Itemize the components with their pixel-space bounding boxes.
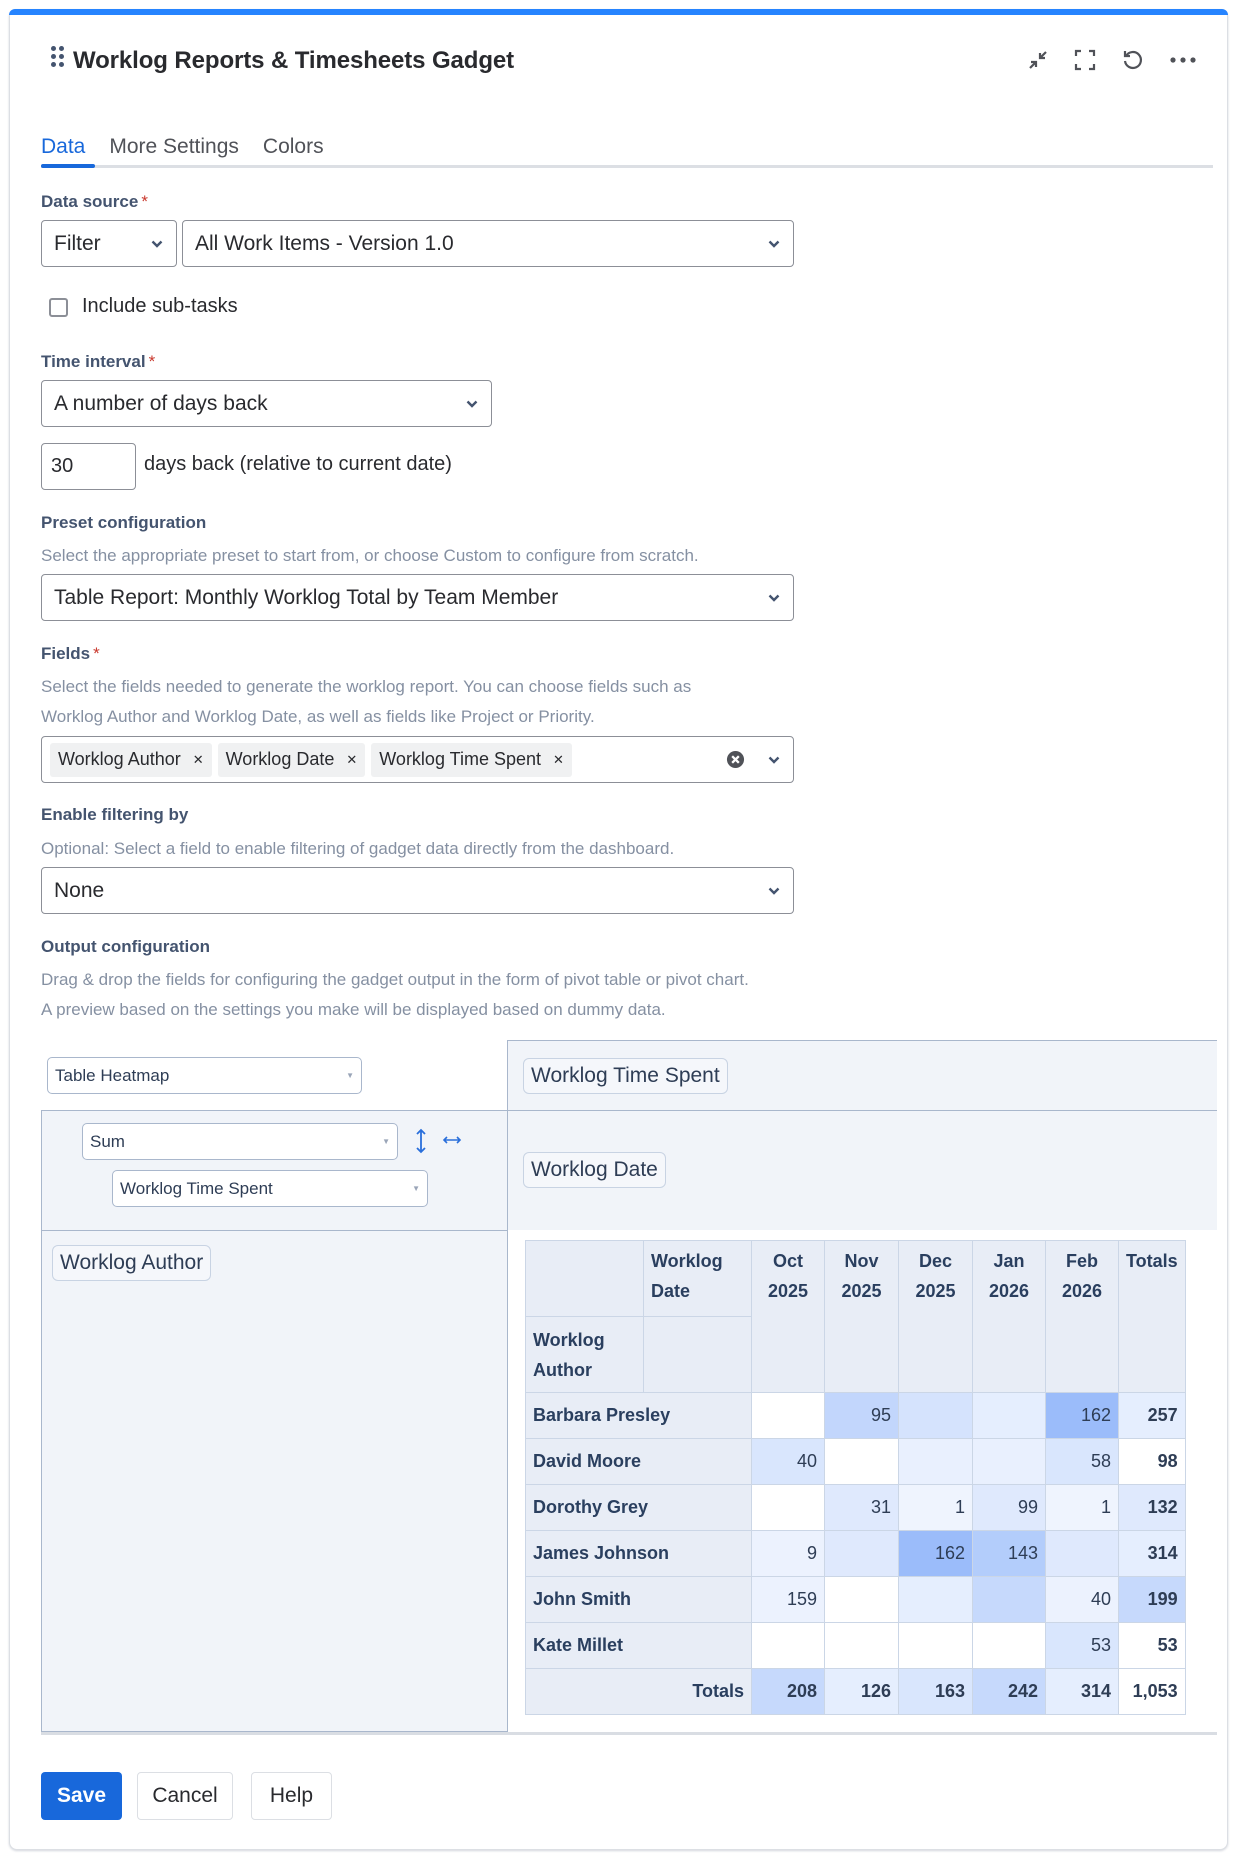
heatmap-cell xyxy=(825,1623,899,1669)
heatmap-cell: 162 xyxy=(1046,1393,1119,1439)
row-order-toggle[interactable] xyxy=(414,1127,428,1162)
filter-value: All Work Items - Version 1.0 xyxy=(195,231,454,255)
days-back-suffix: days back (relative to current date) xyxy=(144,453,452,475)
selected-fields xyxy=(50,743,726,777)
heatmap-cell: 162 xyxy=(899,1531,973,1577)
remove-tag-icon[interactable]: ✕ xyxy=(192,751,204,767)
column-fields-area xyxy=(507,1110,1217,1231)
heatmap-cell xyxy=(1046,1531,1119,1577)
chevron-down-icon xyxy=(150,237,164,251)
row-total-cell: 132 xyxy=(1119,1485,1186,1531)
card-accent-bar xyxy=(9,9,1228,15)
row-header: James Johnson xyxy=(526,1531,752,1577)
chevron-down-icon xyxy=(767,753,781,767)
chevron-down-icon xyxy=(767,884,781,898)
column-field-chip[interactable]: Worklog Date xyxy=(523,1152,666,1188)
preset-select[interactable] xyxy=(41,574,794,621)
filtering-label: Enable filtering by xyxy=(41,805,189,824)
table-row xyxy=(526,1531,1186,1577)
data-source-type-select[interactable] xyxy=(41,220,177,267)
heatmap-cell: 95 xyxy=(825,1393,899,1439)
heatmap-cell xyxy=(899,1439,973,1485)
tab-colors[interactable]: Colors xyxy=(262,135,324,158)
refresh-button[interactable] xyxy=(1120,47,1146,73)
heatmap-cell xyxy=(825,1531,899,1577)
refresh-icon xyxy=(1121,48,1145,72)
field-tag-worklog-date: Worklog Date ✕ xyxy=(218,743,366,777)
heatmap-cell xyxy=(973,1393,1046,1439)
chevron-down-icon xyxy=(465,397,479,411)
output-config-description-2: A preview based on the settings you make will be displayed based on dummy data. xyxy=(41,1000,666,1019)
heatmap-cell: 9 xyxy=(752,1531,825,1577)
row-header: John Smith xyxy=(526,1577,752,1623)
totals-col-header: Totals xyxy=(1119,1241,1186,1393)
empty-header-cell xyxy=(644,1317,752,1393)
row-attr-label: Worklog Author xyxy=(526,1317,644,1393)
data-source-label: Data source * xyxy=(41,192,148,211)
save-button[interactable]: Save xyxy=(41,1772,122,1820)
heatmap-cell: 143 xyxy=(973,1531,1046,1577)
triangle-down-icon: ▼ xyxy=(382,1137,390,1146)
time-interval-select[interactable] xyxy=(41,380,492,427)
heatmap-cell xyxy=(899,1393,973,1439)
pivot-output-area xyxy=(507,1230,1217,1732)
filtering-value: None xyxy=(54,878,105,902)
heatmap-cell: 159 xyxy=(752,1577,825,1623)
output-config-label: Output configuration xyxy=(41,937,211,956)
col-total-cell: 163 xyxy=(899,1669,973,1715)
heatmap-cell: 1 xyxy=(1046,1485,1119,1531)
filtering-select[interactable] xyxy=(41,867,794,914)
row-header: Kate Millet xyxy=(526,1623,752,1669)
col-attr-label: Worklog Date xyxy=(644,1241,752,1317)
pivot-body xyxy=(526,1393,1186,1715)
grand-total-cell: 1,053 xyxy=(1119,1669,1186,1715)
cancel-button[interactable]: Cancel xyxy=(137,1772,233,1820)
remove-tag-icon[interactable]: ✕ xyxy=(346,751,358,767)
gadget-card xyxy=(9,9,1228,1850)
col-total-cell: 242 xyxy=(973,1669,1046,1715)
heatmap-cell xyxy=(752,1623,825,1669)
include-subtasks-label: Include sub-tasks xyxy=(82,295,238,317)
col-header: Oct 2025 xyxy=(752,1241,825,1393)
fullscreen-icon xyxy=(1074,49,1096,71)
row-header: Dorothy Grey xyxy=(526,1485,752,1531)
time-interval-value: A number of days back xyxy=(54,391,268,415)
field-tag-worklog-time-spent: Worklog Time Spent ✕ xyxy=(371,743,572,777)
row-total-cell: 98 xyxy=(1119,1439,1186,1485)
output-config-description-1: Drag & drop the fields for configuring the gadget output in the form of pivot table or pivot chart. xyxy=(41,970,749,989)
heatmap-cell: 1 xyxy=(899,1485,973,1531)
tab-bar xyxy=(41,133,348,161)
row-total-cell: 53 xyxy=(1119,1623,1186,1669)
fields-multiselect[interactable] xyxy=(41,736,794,783)
heatmap-cell xyxy=(973,1439,1046,1485)
col-header: Jan 2026 xyxy=(973,1241,1046,1393)
drag-handle-icon[interactable] xyxy=(51,46,65,68)
heatmap-cell: 40 xyxy=(752,1439,825,1485)
table-row xyxy=(526,1393,1186,1439)
active-tab-indicator xyxy=(41,164,95,168)
clear-all-icon[interactable] xyxy=(726,750,745,769)
preset-value: Table Report: Monthly Worklog Total by Team Member xyxy=(54,585,559,609)
data-source-type-value: Filter xyxy=(54,231,101,255)
tab-divider xyxy=(41,165,1213,168)
heatmap-cell xyxy=(752,1485,825,1531)
row-total-cell: 199 xyxy=(1119,1577,1186,1623)
days-back-input[interactable]: 30 xyxy=(41,443,136,490)
heatmap-cell: 53 xyxy=(1046,1623,1119,1669)
aggregator-select[interactable]: Sum ▼ xyxy=(82,1123,398,1160)
vertical-sort-icon xyxy=(414,1127,428,1155)
row-header: Barbara Presley xyxy=(526,1393,752,1439)
col-header: Nov 2025 xyxy=(825,1241,899,1393)
row-total-cell: 314 xyxy=(1119,1531,1186,1577)
more-icon xyxy=(1169,56,1197,64)
totals-row-label: Totals xyxy=(526,1669,752,1715)
totals-row xyxy=(526,1669,1186,1715)
fields-description-2: Worklog Author and Worklog Date, as well as fields like Project or Priority. xyxy=(41,707,595,726)
heatmap-cell xyxy=(752,1393,825,1439)
chevron-down-icon xyxy=(767,591,781,605)
row-field-chip[interactable]: Worklog Author xyxy=(52,1245,211,1281)
heatmap-cell: 58 xyxy=(1046,1439,1119,1485)
corner-cell xyxy=(526,1241,644,1317)
help-button[interactable]: Help xyxy=(251,1772,332,1820)
row-fields-area xyxy=(41,1230,508,1732)
fields-description-1: Select the fields needed to generate the worklog report. You can choose fields such as xyxy=(41,677,692,696)
tab-more-settings[interactable]: More Settings xyxy=(109,135,239,158)
heatmap-cell xyxy=(899,1577,973,1623)
minimize-icon xyxy=(1027,49,1049,71)
table-row xyxy=(526,1623,1186,1669)
col-order-toggle[interactable] xyxy=(442,1133,462,1152)
triangle-down-icon: ▼ xyxy=(412,1184,420,1193)
heatmap-cell xyxy=(825,1577,899,1623)
heatmap-cell: 31 xyxy=(825,1485,899,1531)
heatmap-cell xyxy=(825,1439,899,1485)
field-tag-worklog-author: Worklog Author ✕ xyxy=(50,743,212,777)
unused-field-chip[interactable]: Worklog Time Spent xyxy=(523,1058,728,1094)
col-total-cell: 208 xyxy=(752,1669,825,1715)
time-interval-label: Time interval * xyxy=(41,352,156,371)
fields-label: Fields * xyxy=(41,644,100,663)
heatmap-cell: 40 xyxy=(1046,1577,1119,1623)
chevron-down-icon xyxy=(767,237,781,251)
unused-fields-area xyxy=(507,1040,1217,1111)
gadget-title: Worklog Reports & Timesheets Gadget xyxy=(73,47,515,74)
col-total-cell: 314 xyxy=(1046,1669,1119,1715)
table-row xyxy=(526,1439,1186,1485)
heatmap-cell xyxy=(973,1577,1046,1623)
row-total-cell: 257 xyxy=(1119,1393,1186,1439)
preset-label: Preset configuration xyxy=(41,513,207,532)
heatmap-cell xyxy=(973,1623,1046,1669)
heatmap-cell: 99 xyxy=(973,1485,1046,1531)
preset-description: Select the appropriate preset to start from, or choose Custom to configure from scratch. xyxy=(41,546,699,565)
filter-select[interactable] xyxy=(182,220,794,267)
more-options-button[interactable] xyxy=(1168,47,1198,73)
col-header: Dec 2025 xyxy=(899,1241,973,1393)
aggregator-area xyxy=(41,1110,508,1231)
col-total-cell: 126 xyxy=(825,1669,899,1715)
remove-tag-icon[interactable]: ✕ xyxy=(553,751,564,767)
table-row xyxy=(526,1577,1186,1623)
tab-data[interactable]: Data xyxy=(41,135,86,158)
triangle-down-icon: ▼ xyxy=(346,1071,354,1080)
aggregator-field-select[interactable]: Worklog Time Spent ▼ xyxy=(112,1170,428,1207)
minimize-button[interactable] xyxy=(1025,47,1051,73)
fullscreen-button[interactable] xyxy=(1072,47,1098,73)
row-header: David Moore xyxy=(526,1439,752,1485)
table-row xyxy=(526,1485,1186,1531)
pivot-table xyxy=(525,1240,1186,1715)
horizontal-sort-icon xyxy=(442,1133,462,1147)
include-subtasks-checkbox[interactable] xyxy=(49,298,68,317)
col-header: Feb 2026 xyxy=(1046,1241,1119,1393)
filtering-description: Optional: Select a field to enable filtering of gadget data directly from the dashboard. xyxy=(41,839,675,858)
renderer-select[interactable]: Table Heatmap ▼ xyxy=(47,1057,362,1094)
heatmap-cell xyxy=(899,1623,973,1669)
